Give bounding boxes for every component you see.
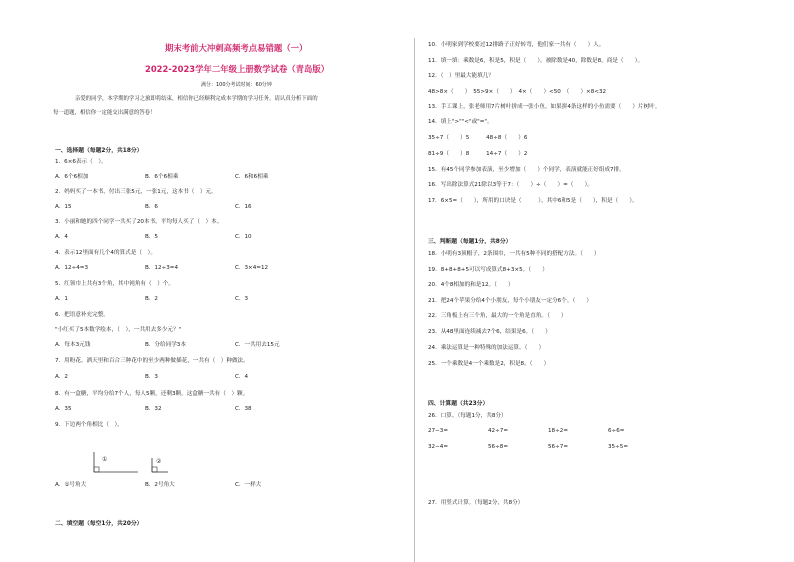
- question-23: 23．从48里面连续减去7个6，结果是6。（ ）: [428, 329, 551, 335]
- question-14: 14．填上">""<"或"="。: [428, 119, 493, 125]
- question-18: 18．小明有3顶帽子，2条围巾，一共有5种不同的搭配方法。（ ）: [428, 251, 600, 257]
- q8-option-c[interactable]: C．38: [235, 406, 252, 412]
- question-20: 20．4个8相加的和是12。（ ）: [428, 282, 514, 288]
- intro-line-2: 每一道题，相信你一定能交出满意的答卷！: [53, 110, 156, 116]
- question-8: 8．有一盒糖，平均分给7个人，每人5颗，还剩3颗，这盒糖一共有（ ）颗。: [55, 391, 249, 397]
- calc-r2-c3: 56÷7=: [548, 444, 569, 450]
- question-17: 17．6×5=（ ），所用的口诀是（ ），其中6和5是（ ），积是（ ）。: [428, 198, 638, 204]
- exam-title: 期末考前大冲刺高频考点易错题（一）: [165, 43, 308, 53]
- question-4: 4．表示12里面有几个4的算式是（ ）。: [55, 250, 156, 256]
- question-25: 25．一个乘数是4一个乘数是2，积是8。（ ）: [428, 361, 550, 367]
- angle-1-label: ①: [102, 456, 108, 463]
- q5-option-b[interactable]: B．2: [145, 296, 158, 302]
- question-11: 11．填一填：乘数是6，积是5，积是（ ）。被除数是40，除数是8，商是（ ）。: [428, 58, 644, 64]
- question-3: 3．小丽和她的四个同学一共买了20本书，平均每人买了（ ）本。: [55, 219, 223, 225]
- section-4-title: 四、计算题（共23分）: [428, 401, 489, 407]
- column-divider: [414, 38, 415, 562]
- q6-option-a[interactable]: A．每本3元钱: [55, 342, 91, 348]
- q5-option-c[interactable]: C．3: [235, 296, 249, 302]
- question-1: 1．6×6表示（ ）。: [55, 159, 107, 165]
- q3-option-c[interactable]: C．10: [235, 234, 252, 240]
- question-6-sentence: "小红买了5本数学绘本，（ ），一共用去多少元？": [55, 327, 182, 333]
- question-12: 12．（ ）里最大能填几？: [428, 73, 494, 79]
- question-10: 10．小明家到学校要过12排路子正好转弯，他们家一共有（ ）人。: [428, 42, 605, 48]
- question-26: 26．口算。（每题1分，共8分）: [428, 413, 507, 419]
- question-22: 22．三角板上有三个角，最大的一个角是直角。（ ）: [428, 313, 567, 319]
- intro-line-1: 亲爱的同学，本学期的学习之旅即将结束，相信你已经顺利完成本学期的学习任务，请认真分析下面的: [75, 96, 318, 102]
- section-2-title: 二、填空题（每空1分，共20分）: [55, 521, 143, 527]
- exam-subtitle: 2022-2023学年二年级上册数学试卷（青岛版）: [145, 64, 330, 74]
- question-14-row-2: 81÷9（ ）8 14÷7（ ）2: [428, 151, 528, 157]
- question-9: 9．下边两个角相比（ ）。: [55, 422, 123, 428]
- question-5: 5．红领巾上共有3个角，其中钝角有（ ）个。: [55, 281, 174, 287]
- question-19: 19．8+8+8+5可以写成算式8+3×5。（ ）: [428, 267, 548, 273]
- q8-option-a[interactable]: A．35: [55, 406, 72, 412]
- q2-option-b[interactable]: B．6: [145, 204, 158, 210]
- q2-option-c[interactable]: C．16: [235, 204, 252, 210]
- section-1-title: 一、选择题（每题2分，共18分）: [55, 148, 143, 154]
- q9-option-b[interactable]: B．2号角大: [145, 482, 175, 488]
- q4-option-b[interactable]: B．12÷3=4: [145, 265, 179, 271]
- question-24: 24．乘法运算是一种特殊的加法运算。（ ）: [428, 345, 545, 351]
- question-16: 16．写出除法算式21除以3等于7：（ ）÷（ ）=（ ）。: [428, 182, 593, 188]
- calc-r2-c1: 32−4=: [428, 444, 449, 450]
- question-15: 15．有45个同学参加表演，至少增加（ ）个同学，表演就能正好组成7排。: [428, 167, 625, 173]
- angle-1: [94, 452, 138, 472]
- question-7: 7．用粉花、洒天里和百合三种花中的至少两种做插花，一共有（ ）种做法。: [55, 358, 249, 364]
- question-6: 6．把语意补充完整。: [55, 312, 109, 318]
- calc-r1-c3: 18÷2=: [548, 428, 569, 434]
- exam-meta: 满分：100分考试时间：60分钟: [201, 82, 272, 88]
- q6-option-c[interactable]: C．一共用去15元: [235, 342, 280, 348]
- q9-option-a[interactable]: A．①号角大: [55, 482, 87, 488]
- q3-option-a[interactable]: A．4: [55, 234, 68, 240]
- angle-figure: [90, 452, 210, 476]
- q1-option-a[interactable]: A．6个6相加: [55, 174, 89, 180]
- q9-option-c[interactable]: C．一样大: [235, 482, 262, 488]
- calc-r2-c2: 56÷8=: [488, 444, 509, 450]
- q1-option-c[interactable]: C．6和6相乘: [235, 174, 269, 180]
- section-3-title: 三、判断题（每题1分，共8分）: [428, 239, 512, 245]
- question-27: 27．用竖式计算。（每题2分，共8分）: [428, 500, 524, 506]
- q5-option-a[interactable]: A．1: [55, 296, 68, 302]
- q1-option-b[interactable]: B．6个6相乘: [145, 174, 179, 180]
- right-column: [428, 0, 748, 562]
- question-14-row-1: 35÷7（ ）5 48÷8（ ）6: [428, 135, 528, 141]
- left-column: [53, 0, 405, 562]
- question-2: 2．妈妈买了一本书，付出三张5元，一张1元，这本书（ ）元。: [55, 189, 217, 195]
- question-21: 21．把24个苹果分给4个小朋友，每个小朋友一定分6个。（ ）: [428, 298, 592, 304]
- q7-option-a[interactable]: A．2: [55, 374, 68, 380]
- q2-option-a[interactable]: A．15: [55, 204, 72, 210]
- calc-r1-c4: 6÷6=: [608, 428, 625, 434]
- question-13: 13．手工课上，张老师用7片树叶拼成一张小鱼，如果拼4条这样的小鱼需要（ ）片树叶。: [428, 104, 661, 110]
- q6-option-b[interactable]: B．分给同学3本: [145, 342, 186, 348]
- q8-option-b[interactable]: B．32: [145, 406, 162, 412]
- q4-option-c[interactable]: C．3×4=12: [235, 265, 269, 271]
- q4-option-a[interactable]: A．12÷4=3: [55, 265, 89, 271]
- q7-option-c[interactable]: C．4: [235, 374, 249, 380]
- calc-r1-c1: 27−3=: [428, 428, 449, 434]
- q7-option-b[interactable]: B．3: [145, 374, 158, 380]
- angle-2-label: ②: [156, 458, 162, 465]
- question-12-items: 48>8×（ ） 55>9×（ ） 4×（ ）<50 （ ）×8<32: [428, 89, 607, 95]
- q3-option-b[interactable]: B．5: [145, 234, 158, 240]
- calc-r2-c4: 35÷5=: [608, 444, 629, 450]
- calc-r1-c2: 42÷7=: [488, 428, 509, 434]
